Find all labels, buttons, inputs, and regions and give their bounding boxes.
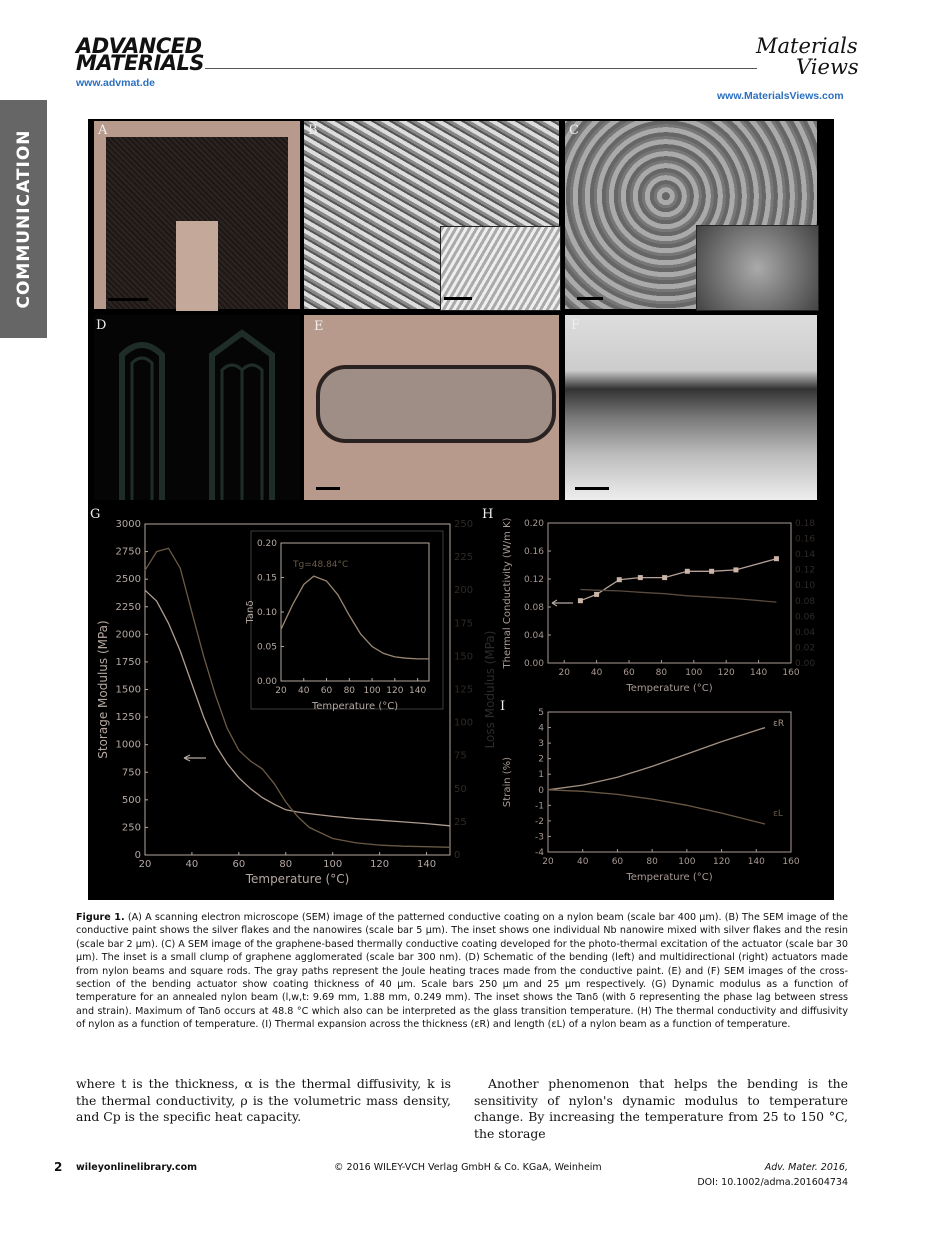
y-tick-label: -4 [535, 848, 544, 858]
y-tick-label: 4 [538, 723, 544, 734]
y-tick-label: -1 [535, 801, 544, 812]
y-tick-label: 2250 [115, 601, 141, 613]
x-axis-title: Temperature (°C) [245, 872, 350, 886]
x-tick-label: 100 [685, 668, 703, 678]
x-tick-label: 140 [747, 857, 765, 867]
y-tick-label: 2 [538, 754, 544, 765]
publisher-logo: Materials Views [756, 34, 859, 79]
x-axis-title: Temperature (°C) [626, 872, 713, 883]
y-tick-label: 2750 [115, 546, 141, 558]
footer-doi: DOI: 10.1002/adma.201604734 [697, 1177, 848, 1188]
x-tick-label: 160 [782, 668, 800, 678]
inset-annotation: Tg=48.84°C [293, 560, 349, 570]
y-tick-label: 1500 [115, 684, 141, 696]
y2-tick-label: 0.16 [795, 534, 816, 545]
page-number: 2 [54, 1160, 63, 1174]
y-tick-label: 5 [538, 708, 544, 718]
x-tick-label: 80 [343, 686, 356, 696]
y-tick-label: 3 [538, 739, 544, 750]
arrow-left-icon [184, 755, 206, 761]
section-tab [0, 100, 47, 338]
data-point [733, 567, 738, 572]
data-point [638, 575, 643, 580]
y2-tick-label: 200 [454, 585, 474, 597]
y-tick-label: 1 [538, 770, 544, 781]
journal-url[interactable]: www.advmat.de [76, 77, 155, 89]
y-tick-label: 0.00 [256, 677, 277, 687]
footer-site[interactable]: wileyonlinelibrary.com [76, 1162, 198, 1173]
x-tick-label: 160 [782, 857, 800, 867]
x-tick-label: 20 [542, 857, 554, 867]
y-tick-label: 2500 [115, 574, 141, 586]
y-tick-label: 0 [134, 850, 141, 861]
y-tick-label: 500 [121, 794, 141, 806]
x-tick-label: 100 [323, 859, 343, 870]
y2-tick-label: 250 [454, 519, 474, 530]
y2-tick-label: 50 [454, 783, 467, 795]
x-tick-label: 40 [185, 859, 199, 870]
panel-label-e: E [314, 319, 324, 334]
x-tick-label: 40 [576, 857, 589, 867]
y2-tick-label: 0.10 [795, 581, 816, 592]
panel-label-c: C [569, 123, 579, 138]
caption-text: (A) A scanning electron microscope (SEM) image of the patterned conductive coating on a nylon beam (scale bar 400 μm). (B) The SEM image of the conductive paint shows the silver flakes and the nanowires (scale bar 5 μm). The inset shows one individual Nb nanowire mixed with silver flakes and the resin (scale bar 2 μm). (C) A SEM image of the graphene-based thermally conductive coating developed for the photo-thermal excitation of the actuator (scale bar 30 μm). The inset is a small clump of graphene agglomerated (scale bar 300 nm). (D) Schematic of the bending (left) and multidirectional (right) actuators made from nylon beams and square rods. The gray paths represent the Joule heating traces made from the conductive paint. (E) and (F) SEM images of the cross-section of the bending actuator show coating thickness of 40 μm. Scale bars 250 μm and 25 μm respectively. (G) Dynamic modulus as a function of temperature for an annealed nylon beam (l,w,t: 9.69 mm, 1.88 mm, 0.249 mm). The inset shows the Tanδ (with δ representing the phase lag between stress and strain). Maximum of Tanδ occurs at 48.8 °C which also can be interpreted as the glass transition temperature. (H) The thermal conductivity and diffusivity of nylon as a function of temperature. (I) Thermal expansion across the thickness (εR) and length (εL) of a nylon beam as a function of temperature. [76, 912, 848, 1031]
y-tick-label: 1250 [115, 712, 141, 724]
y-tick-label: 0.20 [523, 519, 544, 529]
y2-tick-label: 0 [454, 850, 461, 861]
y-tick-label: -3 [535, 832, 544, 843]
y2-tick-label: 0.08 [795, 596, 816, 607]
series-label: εL [773, 809, 783, 820]
x-tick-label: 120 [386, 686, 404, 696]
figure-1 [88, 119, 834, 900]
y2-tick-label: 0.18 [795, 519, 816, 529]
y2-tick-label: 0.00 [795, 659, 816, 669]
x-tick-label: 60 [611, 857, 624, 867]
panel-label-f: F [571, 318, 581, 333]
inset-background [251, 531, 443, 709]
data-point [662, 575, 667, 580]
x-tick-label: 120 [370, 859, 390, 870]
body-right-column: Another phenomenon that helps the bending is the sensitivity of nylon's dynamic modulus to temperature change. By increasing the temperature from 25 to 150 °C, the storage [474, 1076, 848, 1141]
y-axis-title: Storage Modulus (MPa) [96, 620, 110, 759]
y-tick-label: 0.08 [523, 603, 544, 613]
header-rule [205, 68, 757, 69]
x-axis-title: Temperature (°C) [626, 683, 713, 694]
plot-frame-H [548, 523, 791, 663]
x-tick-label: 100 [678, 857, 696, 867]
y2-tick-label: 225 [454, 552, 474, 564]
y-tick-label: 0.05 [256, 642, 277, 653]
publisher-url[interactable]: www.MaterialsViews.com [717, 90, 844, 102]
y-tick-label: 0.10 [256, 608, 277, 618]
figure-caption [76, 911, 848, 1032]
data-point [578, 598, 583, 603]
data-point [617, 577, 622, 582]
x-tick-label: 60 [320, 686, 333, 696]
y2-tick-label: 100 [454, 717, 474, 729]
plot-frame-I [548, 712, 791, 852]
y2-tick-label: 25 [454, 816, 467, 828]
y-tick-label: 0.16 [523, 547, 544, 557]
y-tick-label: 0.00 [523, 659, 544, 669]
y-axis-title: Thermal Conductivity (W/m K) [502, 517, 513, 669]
panel-label-d: D [96, 318, 107, 333]
section-tab-label: COMMUNICATION [13, 129, 34, 309]
y-tick-label: 0 [538, 785, 544, 796]
footer-journal-ref: Adv. Mater. 2016, [764, 1162, 848, 1173]
y2-tick-label: 125 [454, 684, 474, 696]
y-tick-label: 0.20 [256, 539, 277, 549]
y-tick-label: 250 [121, 822, 141, 834]
journal-logo: ADVANCED MATERIALS [76, 34, 205, 75]
panel-label-i: I [500, 699, 506, 714]
series-line-I-1 [548, 790, 765, 824]
y2-tick-label: 0.04 [795, 627, 816, 638]
y-axis-title: Tanδ [245, 600, 256, 624]
y-tick-label: 0.04 [523, 631, 544, 641]
y-tick-label: 750 [121, 767, 141, 779]
y2-tick-label: 0.12 [795, 565, 816, 576]
x-tick-label: 20 [558, 668, 570, 678]
arrow-left-icon [552, 600, 573, 606]
data-point [774, 556, 779, 561]
panel-label-h: H [482, 507, 494, 522]
panel-label-a: A [98, 123, 108, 138]
data-point [594, 592, 599, 597]
x-tick-label: 120 [712, 857, 731, 867]
y-tick-label: 3000 [115, 519, 141, 530]
y-tick-label: 2000 [115, 629, 141, 641]
y2-tick-label: 0.06 [795, 612, 816, 623]
x-tick-label: 40 [298, 686, 310, 696]
y-tick-label: 1000 [115, 739, 141, 751]
x-tick-label: 80 [646, 857, 658, 867]
x-tick-label: 80 [655, 668, 668, 678]
y2-axis-title: Loss Modulus (MPa) [483, 630, 497, 749]
x-tick-label: 60 [623, 668, 635, 678]
x-tick-label: 100 [363, 686, 381, 696]
data-point [685, 569, 690, 574]
series-line-H-1 [580, 590, 776, 603]
x-tick-label: 20 [275, 686, 287, 696]
x-tick-label: 120 [717, 668, 735, 678]
y-tick-label: 0.15 [256, 573, 277, 584]
data-point [709, 569, 714, 574]
y-tick-label: 1750 [115, 656, 141, 668]
x-axis-title: Temperature (°C) [311, 701, 399, 712]
x-tick-label: 140 [409, 686, 427, 696]
y-tick-label: 0.12 [523, 575, 544, 585]
caption-label: Figure 1. [76, 912, 125, 923]
charts-layer [88, 119, 834, 900]
body-left-column: where t is the thickness, α is the thermal diffusivity, k is the thermal conductivity, ρ is the volumetric mass density, and Cp is the specific heat capacity. [76, 1076, 451, 1124]
y2-tick-label: 0.02 [795, 643, 816, 654]
x-tick-label: 40 [590, 668, 603, 678]
panel-label-g: G [90, 507, 101, 522]
y2-tick-label: 0.14 [795, 550, 816, 561]
series-label: εR [773, 719, 785, 729]
x-tick-label: 60 [232, 859, 246, 870]
y2-tick-label: 150 [454, 651, 474, 663]
x-tick-label: 140 [416, 859, 437, 870]
y2-tick-label: 175 [454, 618, 474, 630]
x-tick-label: 140 [750, 668, 768, 678]
y2-tick-label: 75 [454, 750, 467, 762]
x-tick-label: 80 [279, 859, 293, 870]
y-axis-title: Strain (%) [502, 756, 513, 808]
x-tick-label: 20 [138, 859, 152, 870]
panel-label-b: B [308, 123, 318, 138]
footer-copyright: © 2016 WILEY-VCH Verlag GmbH & Co. KGaA, Weinheim [334, 1162, 602, 1173]
y-tick-label: -2 [535, 816, 544, 827]
series-line-I-0 [548, 728, 765, 790]
